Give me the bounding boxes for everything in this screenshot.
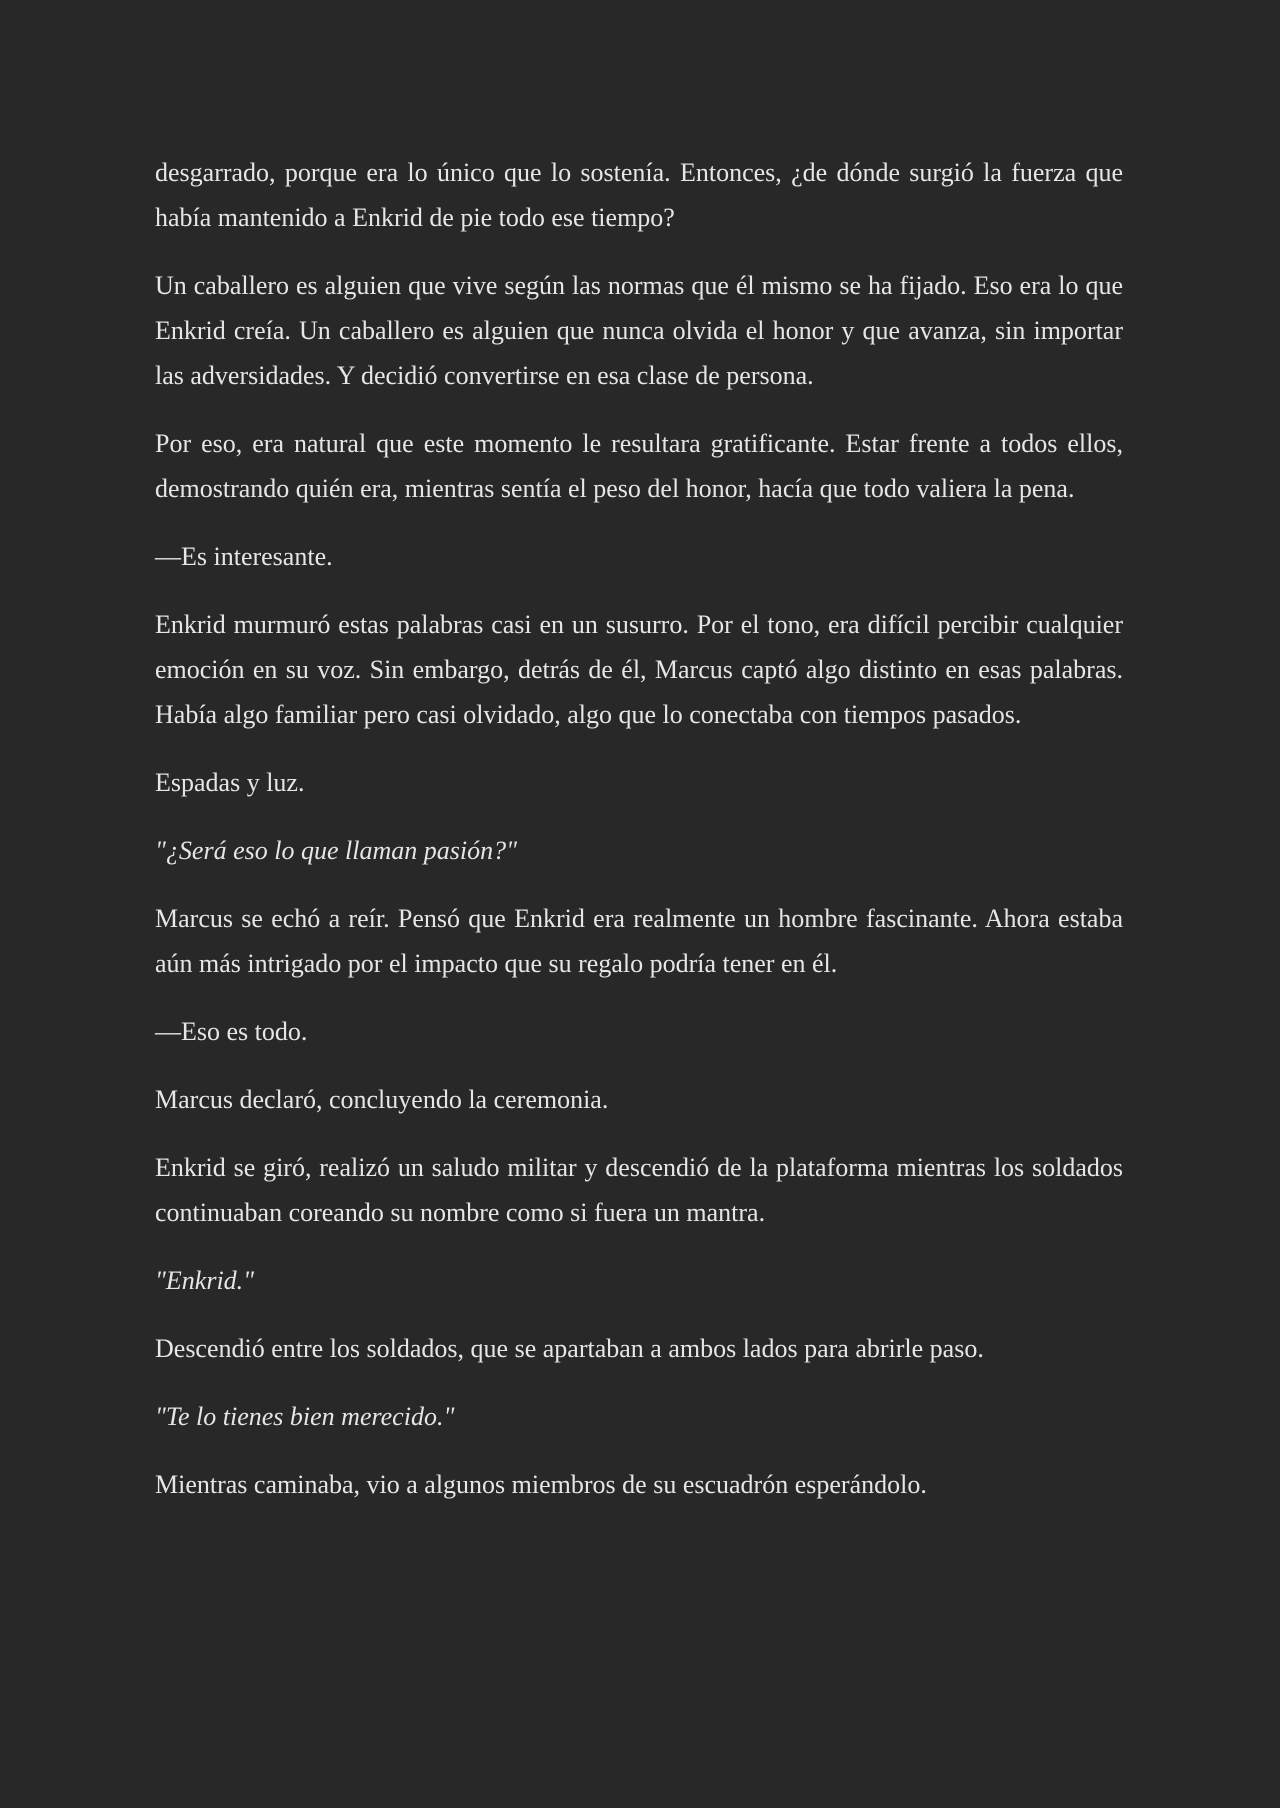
paragraph: Espadas y luz. (155, 768, 305, 797)
paragraph: Descendió entre los soldados, que se apartaban a ambos lados para abrirle paso. (155, 1334, 984, 1363)
paragraph: Marcus declaró, concluyendo la ceremonia. (155, 1085, 609, 1114)
reader-page (155, 150, 1123, 1530)
paragraph: desgarrado, porque era lo único que lo sostenía. Entonces, ¿de dónde surgió la fuerza que había mantenido a Enkrid de pie todo ese tiempo? (155, 158, 1123, 232)
paragraph: Mientras caminaba, vio a algunos miembros de su escuadrón esperándolo. (155, 1470, 927, 1499)
paragraph: Por eso, era natural que este momento le resultara gratificante. Estar frente a todos ellos, demostrando quién era, mientras sentía el peso del honor, hacía que todo valiera la pena. (155, 429, 1123, 503)
paragraph: Enkrid murmuró estas palabras casi en un susurro. Por el tono, era difícil percibir cualquier emoción en su voz. Sin embargo, detrás de él, Marcus captó algo distinto en esas palabras. Había algo familiar pero casi olvidado, algo que lo conectaba con tiempos pasados. (155, 610, 1123, 729)
thought-line: "Te lo tienes bien merecido." (155, 1402, 455, 1431)
thought-line: "Enkrid." (155, 1266, 255, 1295)
dialogue-line: —Eso es todo. (155, 1017, 308, 1046)
thought-line: "¿Será eso lo que llaman pasión?" (155, 836, 517, 865)
paragraph: Enkrid se giró, realizó un saludo militar y descendió de la plataforma mientras los soldados continuaban coreando su nombre como si fuera un mantra. (155, 1153, 1123, 1227)
dialogue-line: —Es interesante. (155, 542, 333, 571)
paragraph: Marcus se echó a reír. Pensó que Enkrid era realmente un hombre fascinante. Ahora estaba aún más intrigado por el impacto que su regalo podría tener en él. (155, 904, 1123, 978)
paragraph: Un caballero es alguien que vive según las normas que él mismo se ha fijado. Eso era lo que Enkrid creía. Un caballero es alguien que nunca olvida el honor y que avanza, sin importar las adversidades. Y decidió convertirse en esa clase de persona. (155, 271, 1123, 390)
